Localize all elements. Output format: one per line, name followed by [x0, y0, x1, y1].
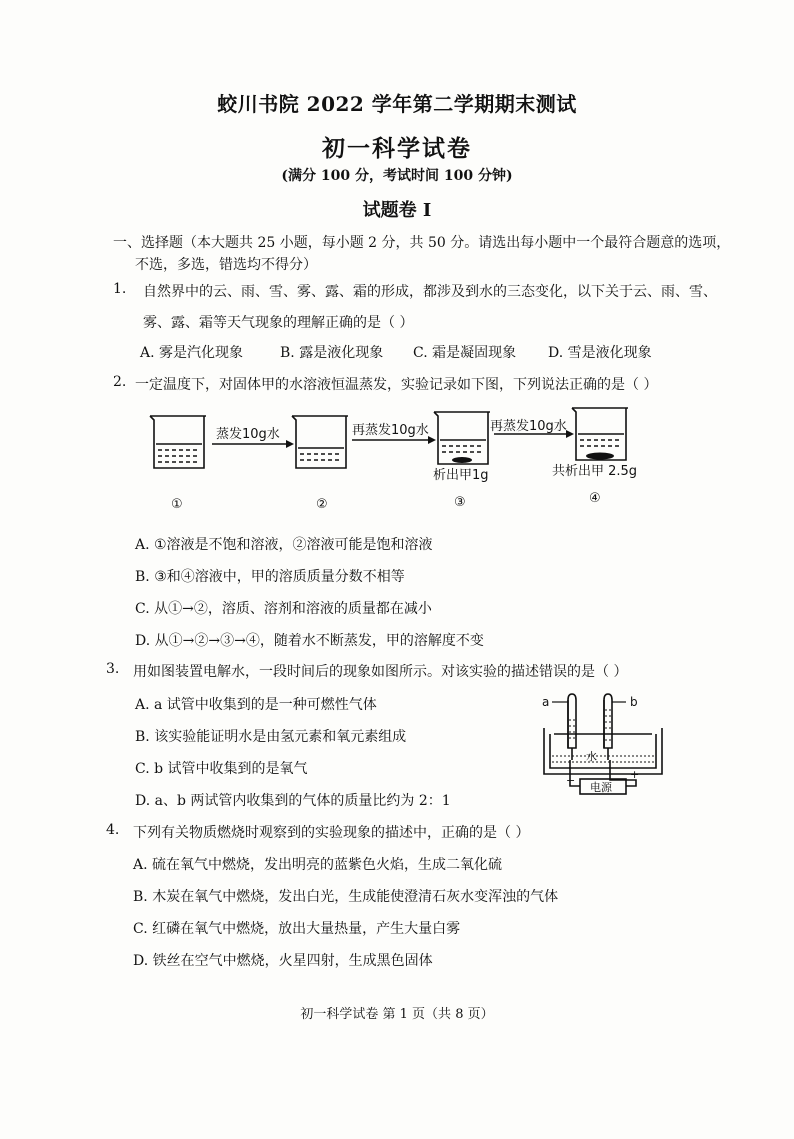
q1-option-a: A. 雾是汽化现象	[140, 345, 244, 361]
section-heading-line2: 不选，多选，错选均不得分）	[135, 257, 317, 273]
arrow1-label: 蒸发10g水	[216, 427, 280, 442]
q4-option-c: C. 红磷在氧气中燃烧，放出大量热量，产生大量白雾	[133, 921, 461, 937]
q1-option-d: D. 雪是液化现象	[548, 345, 652, 361]
minus-sign: −	[566, 774, 576, 787]
q2-stem: 一定温度下，对固体甲的水溶液恒温蒸发，实验记录如下图，下列说法正确的是（ ）	[135, 377, 658, 393]
q2-option-c: C. 从①→②，溶质、溶剂和溶液的质量都在减小	[135, 601, 432, 617]
paper-title: 初一科学试卷	[322, 135, 472, 162]
q1-stem-line1: 自然界中的云、雨、雪、雾、露、霜的形成，都涉及到水的三态变化，以下关于云、雨、雪、	[143, 284, 717, 300]
electrolysis-figure	[540, 690, 672, 798]
water-label: 水	[586, 750, 597, 763]
q1-number: 1.	[113, 281, 127, 297]
q4-option-b: B. 木炭在氧气中燃烧，发出白光，生成能使澄清石灰水变浑浊的气体	[133, 889, 559, 905]
q2-option-d: D. 从①→②→③→④，随着水不断蒸发，甲的溶解度不变	[135, 633, 484, 649]
q4-option-d: D. 铁丝在空气中燃烧，火星四射，生成黑色固体	[133, 953, 433, 969]
evaporation-figure	[140, 402, 660, 514]
note-beaker-4: 共析出甲 2.5g	[552, 464, 638, 479]
q4-stem: 下列有关物质燃烧时观察到的实验现象的描述中，正确的是（ ）	[133, 825, 530, 841]
page-footer: 初一科学试卷 第 1 页（共 8 页）	[300, 1007, 494, 1022]
beaker-3	[434, 412, 488, 464]
q2-option-a: A. ①溶液是不饱和溶液，②溶液可能是饱和溶液	[135, 537, 433, 553]
q4-number: 4.	[106, 822, 120, 838]
q1-option-c: C. 霜是凝固现象	[413, 345, 517, 361]
beaker-1	[150, 416, 204, 468]
q3-number: 3.	[106, 661, 120, 677]
label-1: ①	[171, 497, 183, 512]
tube-a-label: a	[542, 695, 550, 709]
label-2: ②	[316, 497, 328, 512]
arrow3-label: 再蒸发10g水	[490, 419, 567, 434]
q1-option-b: B. 露是液化现象	[280, 345, 384, 361]
q3-option-b: B. 该实验能证明水是由氢元素和氧元素组成	[135, 729, 407, 745]
label-4: ④	[589, 491, 601, 506]
power-label: 电源	[590, 781, 612, 794]
q3-option-d: D. a、b 两试管内收集到的气体的质量比约为 2：1	[135, 793, 451, 809]
note-beaker-3: 析出甲1g	[433, 468, 489, 483]
q4-option-a: A. 硫在氧气中燃烧，发出明亮的蓝紫色火焰，生成二氧化硫	[133, 857, 503, 873]
plus-sign: +	[630, 768, 640, 781]
label-3: ③	[454, 495, 466, 510]
q3-option-a: A. a 试管中收集到的是一种可燃性气体	[135, 697, 377, 713]
school-title: 蛟川书院 2022 学年第二学期期末测试	[217, 92, 577, 116]
exam-info: (满分 100 分，考试时间 100 分钟)	[281, 168, 513, 184]
volume-title: 试题卷 I	[362, 200, 432, 221]
tube-b-label: b	[630, 695, 638, 709]
arrow2-label: 再蒸发10g水	[352, 423, 429, 438]
q3-stem: 用如图装置电解水，一段时间后的现象如图所示。对该实验的描述错误的是（ ）	[133, 664, 628, 680]
q2-option-b: B. ③和④溶液中，甲的溶质质量分数不相等	[135, 569, 405, 585]
section-heading-line1: 一、选择题（本大题共 25 小题，每小题 2 分，共 50 分。请选出每小题中一个最符合题意的选项，	[113, 235, 731, 251]
q3-option-c: C. b 试管中收集到的是氧气	[135, 761, 308, 777]
q1-stem-line2: 雾、露、霜等天气现象的理解正确的是（ ）	[143, 315, 414, 331]
q2-number: 2.	[113, 374, 127, 390]
